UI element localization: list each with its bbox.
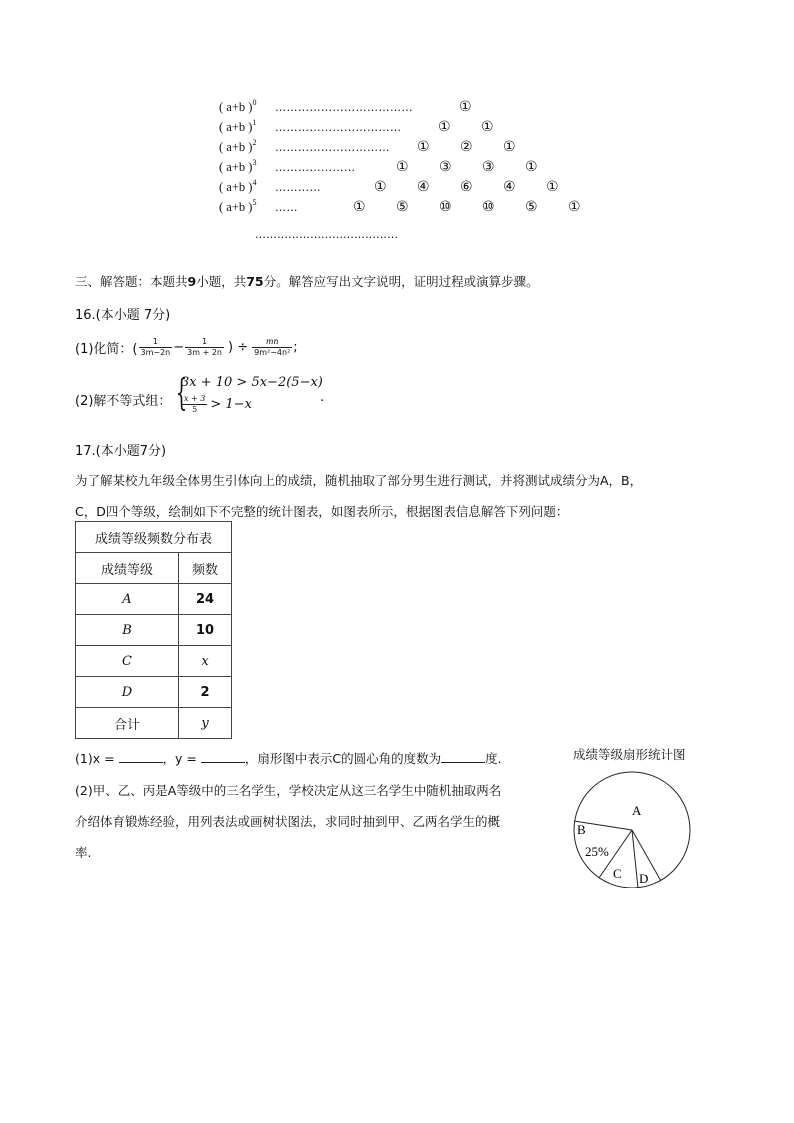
q16-period: . [320,390,325,405]
table-row [76,677,232,708]
slice-label-a: A [632,803,642,818]
triangle-row-label: ( a+b )$^0$ [219,98,257,114]
system-brace: { [175,373,188,414]
triangle-coefficient: ⑩ [482,199,495,215]
q17-line2: C，D四个等级，绘制如下不完整的统计图表，如图表所示，根据图表信息解答下列问题： [75,504,569,519]
divide-sign: ) ÷ [228,339,249,355]
triangle-coefficient: ① [374,179,387,195]
triangle-row-dots: …… [275,201,298,214]
table-header-grade: 成绩等级 [76,553,179,584]
slice-label-c: C [613,866,622,881]
triangle-coefficient: ① [396,159,409,175]
table-row [76,708,232,739]
triangle-coefficient: ① [481,119,494,135]
triangle-row-dots: ………………… [275,161,356,174]
triangle-row-label: ( a+b )$^1$ [219,118,257,134]
table-title: 成绩等级频数分布表 [76,522,232,553]
table-row [76,615,232,646]
triangle-coefficient: ⑩ [439,199,452,215]
triangle-coefficient: ① [568,199,581,215]
total-points: 75 [246,274,264,289]
grade-cell: 合计 [76,708,179,739]
grade-cell: B [76,615,179,646]
q17-part2-line3: 率. [75,845,92,860]
question-count: 9 [187,274,197,289]
triangle-coefficient: ⑤ [525,199,538,215]
triangle-row-dots: ………… [275,181,321,194]
inequality-2 [181,394,252,415]
answer-blank-x [119,750,163,763]
triangle-coefficient: ⑤ [396,199,409,215]
triangle-row-label: ( a+b )$^2$ [219,138,257,154]
q16-part2-label: (2)解不等式组： [75,394,172,409]
frequency-cell: x [179,646,232,677]
grade-cell: C [76,646,179,677]
q17-part2-line2: 介绍体育锻炼经验，用列表法或画树状图法，求同时抽到甲、乙两名学生的概 [75,814,501,829]
slice-label-b: B [577,822,586,837]
table-header-frequency: 频数 [179,553,232,584]
frequency-table [75,521,232,739]
q17-part2-line1: (2)甲、乙、丙是A等级中的三名学生，学校决定从这三名学生中随机抽取两名 [75,783,502,798]
semicolon: ; [293,339,298,355]
triangle-coefficient: ④ [503,179,516,195]
triangle-row-label: ( a+b )$^5$ [219,198,257,214]
inequality-1: 3x + 10 > 5x−2(5−x) [181,375,323,390]
frequency-cell: 10 [179,615,232,646]
section-prefix: 三、解答题：本题共 [75,274,188,289]
table-row [76,646,232,677]
triangle-coefficient: ① [525,159,538,175]
q17-header: 17.(本小题7分) [75,444,167,459]
frequency-cell: 2 [179,677,232,708]
triangle-row-dots: ………………………… [275,141,390,154]
q16-header: 16.(本小题 7分) [75,308,171,323]
q16-part1 [75,334,298,360]
q16-part1-label: (1)化简：( [75,341,138,357]
fraction-3: $\frac{mn}{\text{9m²−4n²}}$ [254,336,291,357]
pie-chart [566,770,706,888]
section-heading [75,272,539,290]
frequency-cell: y [179,708,232,739]
fraction-2: $\frac{1}{3m + 2n}$ [187,336,222,357]
chart-title: 成绩等级扇形统计图 [573,747,686,762]
triangle-row-dots: ……………………………… [275,101,413,114]
triangle-coefficient: ② [460,139,473,155]
fraction-1: $\frac{1}{3m-2n}$ [140,336,171,357]
triangle-trailing-dots: ………………………………… [255,228,398,241]
triangle-coefficient: ① [503,139,516,155]
slice-percent-b: 25% [585,844,609,859]
triangle-row-label: ( a+b )$^3$ [219,158,257,174]
triangle-coefficient: ① [546,179,559,195]
part1-angle: ，扇形图中表示C的圆心角的度数为 [244,751,442,766]
triangle-coefficient: ① [459,99,472,115]
part1-y: ，y = [162,751,201,766]
triangle-coefficient: ③ [482,159,495,175]
triangle-row-dots: …………………………… [275,121,402,134]
slice-label-d: D [639,871,649,886]
table-row [76,584,232,615]
triangle-coefficient: ⑥ [460,179,473,195]
q17-part1 [75,749,502,767]
inequality-2-fraction: $\frac{x + 3}{5}$ [184,394,206,414]
grade-cell: D [76,677,179,708]
triangle-coefficient: ① [417,139,430,155]
part1-unit: 度. [485,751,502,766]
triangle-row-label: ( a+b )$^4$ [219,178,257,194]
section-suffix: 分。解答应写出文字说明，证明过程或演算步骤。 [263,274,539,289]
triangle-coefficient: ① [353,199,366,215]
triangle-coefficient: ③ [439,159,452,175]
grade-cell: A [76,584,179,615]
triangle-coefficient: ④ [417,179,430,195]
inequality-2-rest: > 1−x [210,397,252,412]
answer-blank-angle [441,750,485,763]
frequency-cell: 24 [179,584,232,615]
triangle-coefficient: ① [438,119,451,135]
part1-x: (1)x = [75,751,119,766]
section-mid: 小题，共 [196,274,247,289]
minus-sign: − [173,339,185,355]
answer-blank-y [201,750,245,763]
q17-line1: 为了解某校九年级全体男生引体向上的成绩，随机抽取了部分男生进行测试，并将测试成绩分为A，B， [75,473,643,488]
